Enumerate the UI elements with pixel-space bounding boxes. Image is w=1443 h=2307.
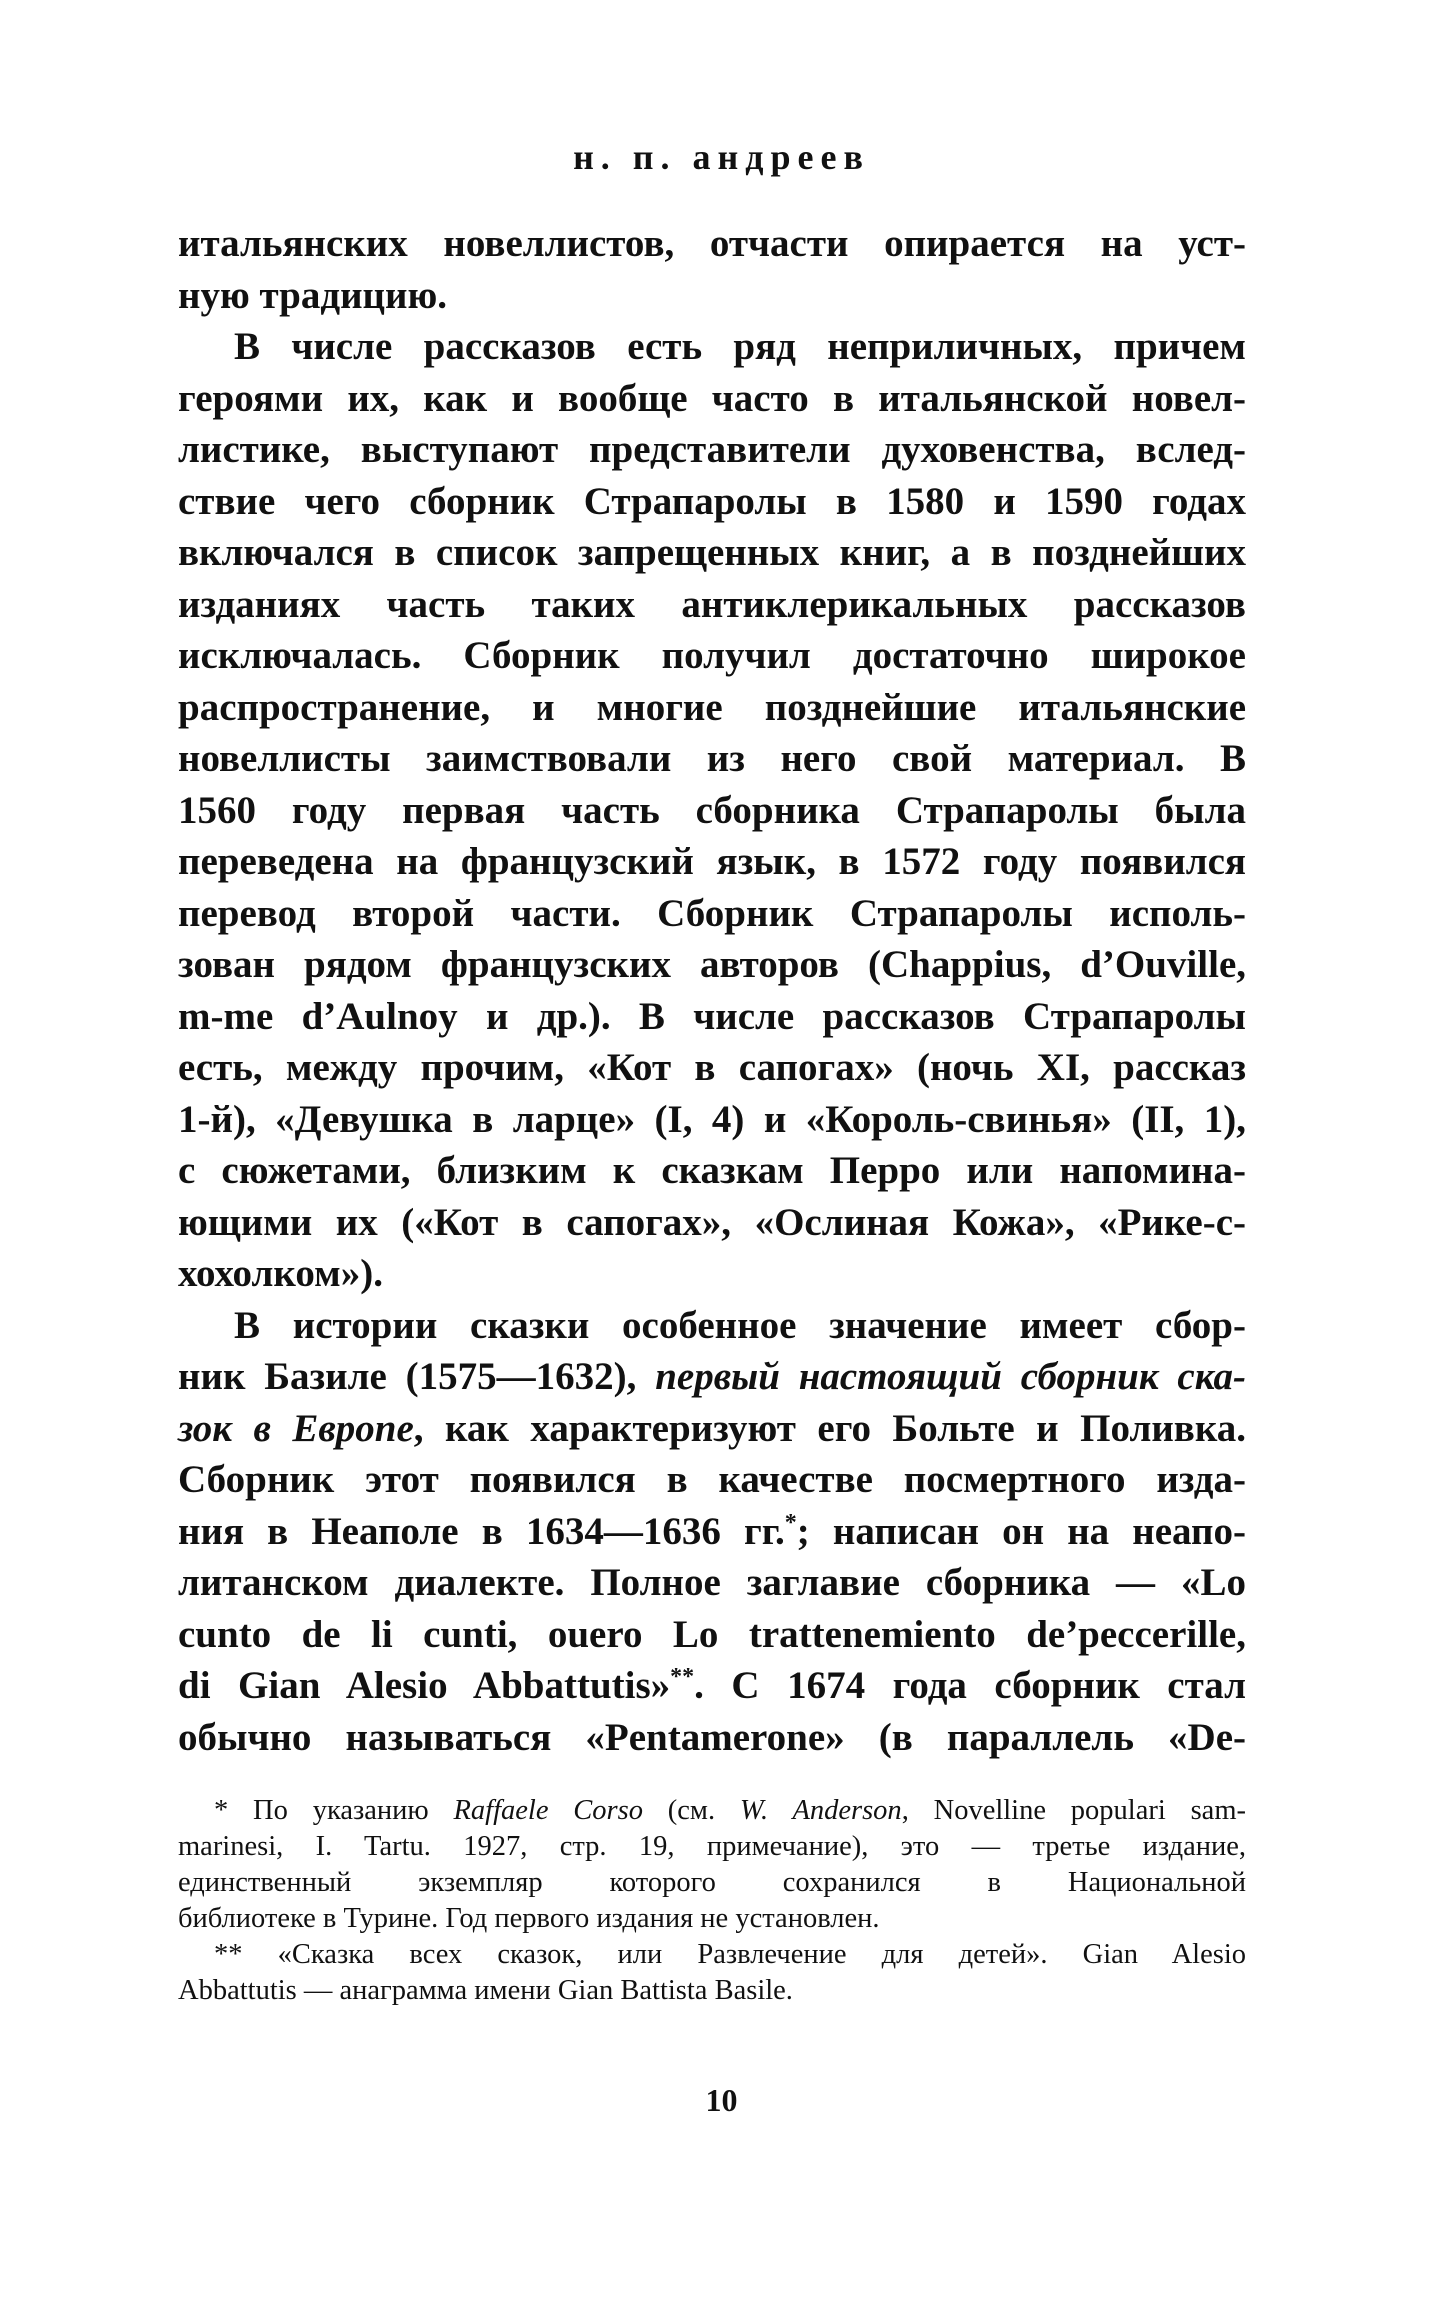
text-segment: ния в Неаполе в 1634—1636 гг. <box>178 1509 785 1553</box>
italic-segment: первый настоящий сборник ска- <box>655 1355 1246 1398</box>
text-line: обычно называться «Pentamerone» (в параллель «De- <box>178 1715 1246 1759</box>
text-line: листике, выступают представители духовенства, вслед- <box>178 428 1246 471</box>
footnote-line: ** «Сказка всех сказок, или Развлечение для детей». Gian Alesio <box>214 1939 1246 1970</box>
text-line: 1-й), «Девушка в ларце» (I, 4) и «Король-свинья» (II, 1), <box>178 1097 1246 1141</box>
italic-segment: зок в Европе <box>178 1406 414 1450</box>
text-line <box>178 1660 1246 1712</box>
text-line: изданиях часть таких антиклерикальных рассказов <box>178 582 1246 626</box>
text-line <box>178 1506 1246 1558</box>
footnote-line <box>178 1793 1246 1829</box>
text-line: есть, между прочим, «Кот в сапогах» (ночь XI, рассказ <box>178 1046 1246 1089</box>
text-line: литанском диалекте. Полное заглавие сборника — «Lo <box>178 1561 1246 1604</box>
footnote-line: marinesi, I. Tartu. 1927, стр. 19, примечание), это — третье издание, <box>178 1831 1246 1862</box>
text-line: m-me d’Aulnoy и др.). В числе рассказов Страпаролы <box>178 994 1246 1038</box>
text-line: новеллисты заимствовали из него свой материал. В <box>178 737 1246 780</box>
text-line: с сюжетами, близким к сказкам Перро или напомина- <box>178 1149 1246 1192</box>
main-text <box>178 218 1246 1763</box>
text-segment: (см. <box>642 1795 740 1826</box>
footnote-line: единственный экземпляр которого сохранился в Национальной <box>178 1867 1246 1898</box>
text-line <box>178 1351 1246 1403</box>
footnote-line: Abbattutis — анаграмма имени Gian Battista Basile. <box>178 1975 793 2006</box>
text-segment: , Novelline populari sam- <box>901 1795 1246 1826</box>
text-line: включался в список запрещенных книг, а в позднейших <box>178 531 1246 574</box>
body-lines <box>178 218 1246 1300</box>
text-segment: . С 1674 года сборник стал <box>694 1664 1246 1707</box>
text-line: В числе рассказов есть ряд неприличных, причем <box>234 325 1246 368</box>
text-line: ствие чего сборник Страпаролы в 1580 и 1590 годах <box>178 479 1246 523</box>
text-segment: * По указанию <box>214 1795 454 1826</box>
text-line: распространение, и многие позднейшие итальянские <box>178 685 1246 729</box>
running-head: н. п. андреев <box>573 137 870 177</box>
text-line: cunto de li cunti, ouero Lo trattenemiento de’peccerille, <box>178 1612 1246 1656</box>
text-line: переведена на французский язык, в 1572 году появился <box>178 840 1246 883</box>
text-segment: di Gian Alesio Abbattutis» <box>178 1664 671 1707</box>
text-line: итальянских новеллистов, отчасти опирается на уст- <box>178 222 1246 265</box>
text-line: хохолком»). <box>178 1252 383 1295</box>
text-line: ющими их («Кот в сапогах», «Ослиная Кожа», «Рике-с- <box>178 1200 1246 1244</box>
text-line: 1560 году первая часть сборника Страпаролы была <box>178 788 1246 832</box>
text-line: перевод второй части. Сборник Страпаролы исполь- <box>178 891 1246 935</box>
text-segment: , как характеризуют его Больте и Поливка. <box>413 1406 1246 1450</box>
text-segment: ; написан он на неапо- <box>796 1509 1247 1553</box>
italic-segment: W. Anderson <box>739 1795 902 1826</box>
footnote-marker: * <box>784 1509 797 1536</box>
footnotes <box>178 1793 1246 2009</box>
text-line: героями их, как и вообще часто в итальянской новел- <box>178 376 1246 420</box>
text-line <box>178 1403 1246 1455</box>
footnote-line: библиотеке в Турине. Год первого издания не установлен. <box>178 1903 880 1934</box>
footnote-marker: ** <box>670 1664 695 1690</box>
page-number: 10 <box>705 2082 738 2118</box>
text-line: зован рядом французских авторов (Chappius, d’Ouville, <box>178 943 1246 986</box>
text-line: исключалась. Сборник получил достаточно широкое <box>178 634 1246 677</box>
italic-segment: Raffaele Corso <box>453 1795 643 1826</box>
text-line: В истории сказки особенное значение имеет сбор- <box>234 1303 1246 1347</box>
text-line: Сборник этот появился в качестве посмертного изда- <box>178 1458 1246 1501</box>
text-line: ную традицию. <box>178 273 448 317</box>
text-segment: ник Базиле (1575—1632), <box>178 1355 656 1398</box>
